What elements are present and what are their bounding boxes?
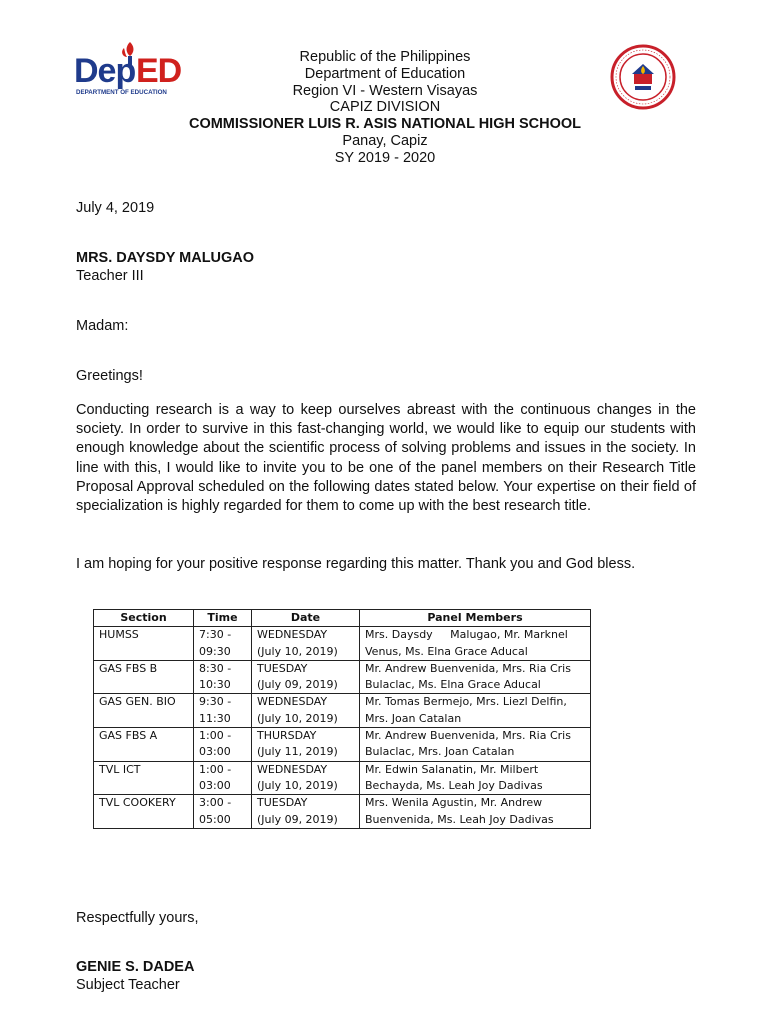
day: TUESDAY bbox=[257, 661, 308, 675]
header-region: Region VI - Western Visayas bbox=[292, 82, 478, 99]
letter-date: July 4, 2019 bbox=[76, 200, 155, 216]
time-end: 05:00 bbox=[199, 812, 231, 826]
header-time: Time bbox=[194, 610, 252, 627]
time-end: 03:00 bbox=[199, 778, 231, 792]
cell-time bbox=[194, 795, 252, 829]
cell-panel: Mr. Andrew Buenvenida, Mrs. Ria Cris Bulaclac, Ms. Elna Grace Aducal bbox=[360, 660, 591, 694]
salutation: Madam: bbox=[76, 318, 129, 334]
time-start: 1:00 - bbox=[199, 762, 232, 776]
table-row bbox=[94, 795, 591, 829]
cell-date bbox=[252, 761, 360, 795]
cell-section: TVL ICT bbox=[94, 761, 194, 795]
time-end: 10:30 bbox=[199, 678, 231, 692]
cell-panel: Mrs. Daysdy Malugao, Mr. Marknel Venus, Ms. Elna Grace Aducal bbox=[360, 627, 591, 661]
cell-date bbox=[252, 795, 360, 829]
cell-time bbox=[194, 660, 252, 694]
day: WEDNESDAY bbox=[257, 628, 328, 642]
time-start: 8:30 - bbox=[199, 661, 232, 675]
header-department: Department of Education bbox=[304, 65, 466, 82]
cell-section: TVL COOKERY bbox=[94, 795, 194, 829]
table-row bbox=[94, 728, 591, 762]
time-start: 1:00 - bbox=[199, 729, 232, 743]
day: WEDNESDAY bbox=[257, 762, 328, 776]
svg-text:ED: ED bbox=[136, 52, 182, 90]
cell-section: GAS GEN. BIO bbox=[94, 694, 194, 728]
complimentary-close: Respectfully yours, bbox=[76, 910, 199, 926]
table-row bbox=[94, 694, 591, 728]
cell-panel: Mr. Edwin Salanatin, Mr. Milbert Bechayda, Ms. Leah Joy Dadivas bbox=[360, 761, 591, 795]
cell-panel: Mr. Tomas Bermejo, Mrs. Liezl Delfin, Mrs. Joan Catalan bbox=[360, 694, 591, 728]
closing-paragraph: I am hoping for your positive response regarding this matter. Thank you and God bless. bbox=[76, 556, 636, 572]
table-row bbox=[94, 761, 591, 795]
header-section: Section bbox=[94, 610, 194, 627]
day: TUESDAY bbox=[257, 796, 308, 810]
cell-section: GAS FBS A bbox=[94, 728, 194, 762]
cell-time bbox=[194, 761, 252, 795]
recipient-title: Teacher III bbox=[76, 268, 144, 284]
schedule-table bbox=[93, 609, 591, 829]
date: (July 10, 2019) bbox=[257, 711, 338, 725]
greeting: Greetings! bbox=[76, 368, 143, 384]
time-end: 09:30 bbox=[199, 644, 231, 658]
time-end: 11:30 bbox=[199, 711, 231, 725]
time-start: 7:30 - bbox=[199, 628, 232, 642]
date: (July 11, 2019) bbox=[257, 745, 338, 759]
cell-section: GAS FBS B bbox=[94, 660, 194, 694]
time-end: 03:00 bbox=[199, 745, 231, 759]
recipient-name: MRS. DAYSDY MALUGAO bbox=[76, 250, 255, 266]
day: WEDNESDAY bbox=[257, 695, 328, 709]
header-location: Panay, Capiz bbox=[342, 132, 428, 149]
header-division: CAPIZ DIVISION bbox=[329, 99, 441, 116]
cell-date bbox=[252, 694, 360, 728]
date: (July 09, 2019) bbox=[257, 678, 338, 692]
cell-time bbox=[194, 627, 252, 661]
header-school-name: COMMISSIONER LUIS R. ASIS NATIONAL HIGH SCHOOL bbox=[188, 116, 582, 133]
date: (July 10, 2019) bbox=[257, 644, 338, 658]
table-header-row bbox=[94, 610, 591, 627]
cell-time bbox=[194, 728, 252, 762]
cell-section: HUMSS bbox=[94, 627, 194, 661]
header-date: Date bbox=[252, 610, 360, 627]
svg-text:DEPARTMENT OF EDUCATION: DEPARTMENT OF EDUCATION bbox=[76, 89, 167, 96]
body-paragraph: Conducting research is a way to keep ourselves abreast with the continuous changes in the society. In order to survive in this fast-changing world, we would like to equip our students with enough knowledge about the scientific process of solving problems and issues in the society. In line with this, I would like to invite you to be one of the panel members on their Research Title Proposal Approval scheduled on the following dates stated below. Your expertise on their field of specialization is highly regarded for them to come up with the best research title. bbox=[76, 402, 696, 515]
header-panel-members: Panel Members bbox=[360, 610, 591, 627]
letterhead bbox=[150, 49, 620, 167]
signatory-title: Subject Teacher bbox=[76, 977, 180, 993]
cell-date bbox=[252, 627, 360, 661]
table-row bbox=[94, 627, 591, 661]
day: THURSDAY bbox=[257, 729, 317, 743]
header-republic: Republic of the Philippines bbox=[299, 49, 471, 65]
cell-panel: Mr. Andrew Buenvenida, Mrs. Ria Cris Bulaclac, Mrs. Joan Catalan bbox=[360, 728, 591, 762]
cell-date bbox=[252, 660, 360, 694]
signatory-name: GENIE S. DADEA bbox=[76, 959, 195, 975]
time-start: 9:30 - bbox=[199, 695, 232, 709]
cell-time bbox=[194, 694, 252, 728]
cell-date bbox=[252, 728, 360, 762]
date: (July 09, 2019) bbox=[257, 812, 338, 826]
cell-panel: Mrs. Wenila Agustin, Mr. Andrew Buenvenida, Ms. Leah Joy Dadivas bbox=[360, 795, 591, 829]
header-school-year: SY 2019 - 2020 bbox=[334, 149, 436, 166]
time-start: 3:00 - bbox=[199, 796, 232, 810]
svg-text:Dep: Dep bbox=[74, 52, 136, 90]
table-row bbox=[94, 660, 591, 694]
date: (July 10, 2019) bbox=[257, 778, 338, 792]
